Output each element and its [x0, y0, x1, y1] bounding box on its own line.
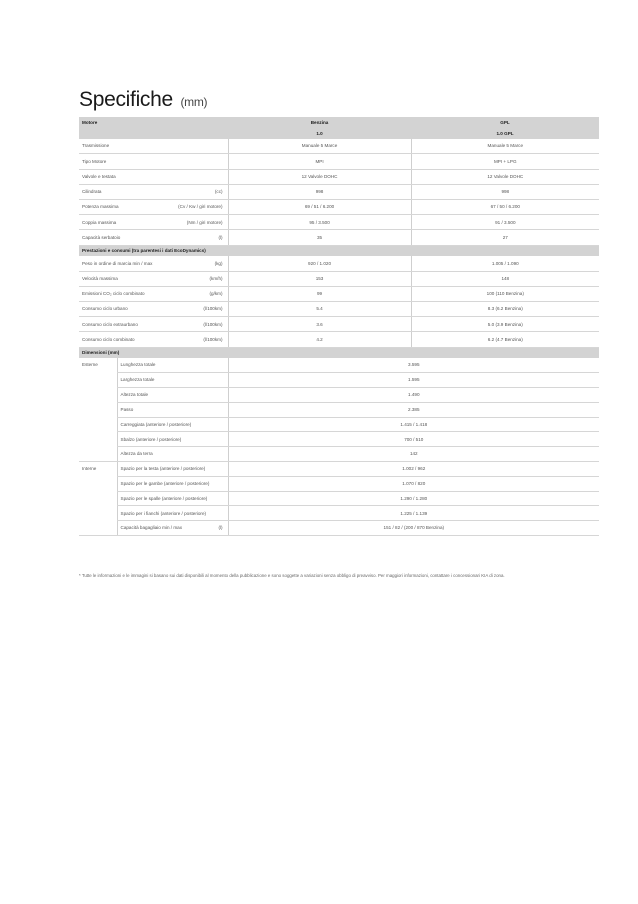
spec-unit	[175, 169, 228, 184]
spec-unit: (l/100km)	[175, 317, 228, 332]
dimension-value: 3.595	[228, 358, 599, 373]
engine-gpl: 1.0 GPL	[411, 128, 599, 139]
spec-row	[79, 271, 599, 286]
value-gpl: 91 / 3.500	[411, 215, 599, 230]
dimension-label: Carreggiata (anteriore / posteriore)	[117, 417, 175, 432]
spec-unit: (l/100km)	[175, 332, 228, 347]
spec-label: Tipo Motore	[79, 154, 175, 169]
value-gpl: 1.005 / 1.090	[411, 256, 599, 271]
value-gpl: Manuale 5 Marce	[411, 139, 599, 154]
spec-label: Cilindrata	[79, 184, 175, 199]
dimension-unit	[175, 402, 228, 417]
dimension-value: 1.290 / 1.280	[228, 491, 599, 506]
engine-header-spacer	[79, 128, 228, 139]
value-gpl: MPI + LPG	[411, 154, 599, 169]
section-title: Dimensioni (mm)	[79, 347, 599, 358]
value-benzina: 95 / 3.500	[228, 215, 411, 230]
spec-row	[79, 332, 599, 347]
value-benzina: 99	[228, 286, 411, 301]
value-benzina: 69 / 51 / 6.200	[228, 200, 411, 215]
dimension-label: Larghezza totale	[117, 373, 175, 388]
dimension-value: 142	[228, 447, 599, 462]
spec-label: Capacità serbatoio	[79, 230, 175, 245]
spec-label: Peso in ordine di marcia min / max	[79, 256, 175, 271]
dimension-row	[79, 358, 599, 373]
section-header-dimensioni	[79, 347, 599, 358]
spec-label: Velocità massima	[79, 271, 175, 286]
engine-header-row	[79, 128, 599, 139]
spec-row	[79, 302, 599, 317]
dimension-value: 1.225 / 1.139	[228, 506, 599, 521]
spec-row	[79, 139, 599, 154]
dimension-value: 1.595	[228, 373, 599, 388]
dimension-row	[79, 521, 599, 536]
engine-benzina: 1.0	[228, 128, 411, 139]
title-unit: (mm)	[180, 95, 208, 109]
value-gpl: 27	[411, 230, 599, 245]
dimension-value: 1.002 / 962	[228, 462, 599, 477]
dimension-value: 700 / 510	[228, 432, 599, 447]
column-header-gpl: GPL	[411, 117, 599, 128]
spec-unit	[175, 154, 228, 169]
value-gpl: 998	[411, 184, 599, 199]
dimension-unit	[175, 432, 228, 447]
spec-row	[79, 200, 599, 215]
value-gpl: 100 (110 Benzina)	[411, 286, 599, 301]
spec-label: Trasmissione	[79, 139, 175, 154]
group-label-interne: Interne	[79, 462, 117, 536]
value-benzina: MPI	[228, 154, 411, 169]
spec-label: Consumo ciclo combinato	[79, 332, 175, 347]
dimension-label: Capacità bagagliaio min / max	[117, 521, 175, 536]
dimension-row	[79, 432, 599, 447]
dimension-value: 1.070 / 820	[228, 476, 599, 491]
spec-unit: (l/100km)	[175, 302, 228, 317]
dimension-row	[79, 506, 599, 521]
dimension-row	[79, 402, 599, 417]
spec-unit: (kg)	[175, 256, 228, 271]
spec-row	[79, 154, 599, 169]
value-gpl: 12 Valvole DOHC	[411, 169, 599, 184]
spec-unit: (Cv / Kw / giri motore)	[175, 200, 228, 215]
dimension-label: Passo	[117, 402, 175, 417]
dimension-unit	[175, 358, 228, 373]
spec-unit: (cc)	[175, 184, 228, 199]
footnote: * Tutte le informazioni e le immagini si basano sui dati disponibili al momento della pubblicazione e sono soggette a variazioni senza obbligo di preavviso. Per maggiori informazioni, contattare i concessionari KIA di zona.	[79, 573, 505, 578]
spec-label: Potenza massima	[79, 200, 175, 215]
spec-row	[79, 317, 599, 332]
spec-label: Consumo ciclo extraurbano	[79, 317, 175, 332]
spec-unit: (Nm / giri motore)	[175, 215, 228, 230]
spec-row	[79, 230, 599, 245]
dimension-row	[79, 462, 599, 477]
title-text: Specifiche	[79, 88, 173, 111]
value-benzina: 998	[228, 184, 411, 199]
spec-row	[79, 256, 599, 271]
value-benzina: 12 Valvole DOHC	[228, 169, 411, 184]
value-gpl: 5.0 (3.9 Benzina)	[411, 317, 599, 332]
dimension-value: 1.415 / 1.418	[228, 417, 599, 432]
dimension-label: Spazio per la testa (anteriore / posteriore)	[117, 462, 175, 477]
dimension-label: Spazio per le spalle (anteriore / posteriore)	[117, 491, 175, 506]
dimension-unit	[175, 388, 228, 403]
spec-unit: (l)	[175, 230, 228, 245]
dimension-label: Altezza totale	[117, 388, 175, 403]
value-gpl: 148	[411, 271, 599, 286]
dimension-value: 2.385	[228, 402, 599, 417]
section-header-motore	[79, 117, 599, 128]
spec-row	[79, 169, 599, 184]
value-benzina: Manuale 5 Marce	[228, 139, 411, 154]
dimension-row	[79, 491, 599, 506]
dimension-row	[79, 417, 599, 432]
value-benzina: 35	[228, 230, 411, 245]
value-gpl: 8.3 (6.2 Benzina)	[411, 302, 599, 317]
section-title: Motore	[79, 117, 228, 128]
section-title: Prestazioni e consumi (tra parentesi i dati EcoDynamics)	[79, 245, 599, 256]
spec-row	[79, 286, 599, 301]
value-benzina: 153	[228, 271, 411, 286]
spec-label: Emissioni CO₂ ciclo combinato	[79, 286, 175, 301]
section-header-prestazioni	[79, 245, 599, 256]
column-header-benzina: Benzina	[228, 117, 411, 128]
dimension-label: Spazio per le gambe (anteriore / posteriore)	[117, 476, 175, 491]
dimension-row	[79, 447, 599, 462]
dimension-row	[79, 388, 599, 403]
value-gpl: 67 / 50 / 6.200	[411, 200, 599, 215]
value-gpl: 6.2 (4.7 Benzina)	[411, 332, 599, 347]
value-benzina: 4.2	[228, 332, 411, 347]
dimension-label: Lunghezza totale	[117, 358, 175, 373]
value-benzina: 3.6	[228, 317, 411, 332]
dimension-label: Spazio per i fianchi (anteriore / posteriore)	[117, 506, 175, 521]
spec-row	[79, 184, 599, 199]
dimension-value: 151 / 82 / (200 / 870 Benzina)	[228, 521, 599, 536]
spec-label: Coppia massima	[79, 215, 175, 230]
spec-label: Consumo ciclo urbano	[79, 302, 175, 317]
group-label-esterne: Esterne	[79, 358, 117, 462]
spec-table-body	[79, 117, 599, 536]
dimension-unit	[175, 373, 228, 388]
value-benzina: 5.4	[228, 302, 411, 317]
page-title	[79, 88, 207, 114]
spec-table	[79, 117, 599, 536]
dimension-value: 1.490	[228, 388, 599, 403]
spec-unit: (km/h)	[175, 271, 228, 286]
dimension-label: Sbalzo (anteriore / posteriore)	[117, 432, 175, 447]
dimension-unit: (l)	[175, 521, 228, 536]
spec-row	[79, 215, 599, 230]
dimension-unit	[175, 447, 228, 462]
dimension-row	[79, 476, 599, 491]
dimension-label: Altezza da terra	[117, 447, 175, 462]
spec-unit: (g/km)	[175, 286, 228, 301]
spec-unit	[175, 139, 228, 154]
value-benzina: 920 / 1.020	[228, 256, 411, 271]
dimension-row	[79, 373, 599, 388]
spec-label: Valvole e testata	[79, 169, 175, 184]
